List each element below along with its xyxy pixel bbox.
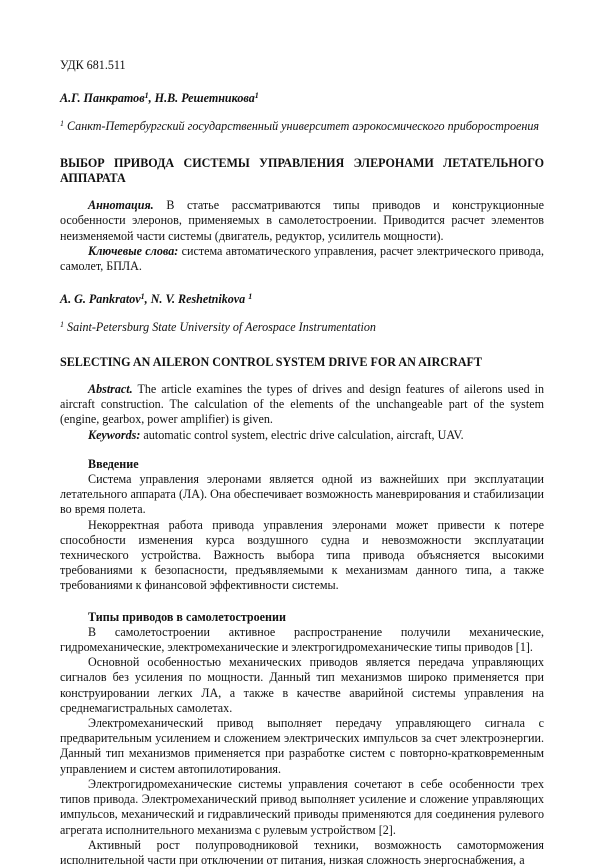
drives-paragraph-2: Основной особенностью механических приводов является передача управляющих сигналов без усиления по мощности. Данный тип механизмов широко применяется при конструировании легких ЛА, а также в качестве аварийной системы управления на среднемагистральных самолетах. <box>60 655 544 715</box>
en-affiliation-sup: 1 <box>60 319 64 329</box>
ru-title: ВЫБОР ПРИВОДА СИСТЕМЫ УПРАВЛЕНИЯ ЭЛЕРОНАМИ ЛЕТАТЕЛЬНОГО АППАРАТА <box>60 155 544 185</box>
en-abstract-label: Abstract. <box>88 382 133 397</box>
intro-heading: Введение <box>88 456 139 471</box>
en-authors: A. G. Pankratov$^1$, N. V. Reshetnikova $^1$ <box>60 292 253 307</box>
ru-abstract-label: Аннотация. <box>88 198 154 213</box>
ru-affiliation-text: Санкт-Петербургский государственный университет аэрокосмического приборостроения <box>67 118 540 133</box>
en-keywords-label: Keywords: <box>88 427 141 442</box>
ru-author-1: А.Г. Панкратов <box>60 91 145 106</box>
en-abstract <box>60 382 544 428</box>
drives-paragraph-4: Электрогидромеханические системы управления сочетают в себе особенности трех типов привода. Электромеханический привод выполняет усиление и сложение управляющих импульсов, механический и гидравлический приводы применяются для соединения рулевого агрегата исполнительного механизма с рулевым устройством [2]. <box>60 776 544 837</box>
en-keywords <box>60 428 544 443</box>
en-author-2-sup: 1 <box>248 292 253 302</box>
ru-keywords-label: Ключевые слова: <box>88 243 179 258</box>
drives-heading: Типы приводов в самолетостроении <box>88 609 286 624</box>
ru-abstract-text: В статье рассматриваются типы приводов и конструкционные особенности элеронов, применяемых в самолетостроении. Приводится расчет элементов неизменяемой части системы (двигатель, редуктор, усилитель мощности). <box>60 198 544 243</box>
drives-paragraph-5: Активный рост полупроводниковой техники, возможность самоторможения исполнительной части при отключении от питания, низкая сложность энергоснабжения, а <box>60 837 544 867</box>
ru-keywords <box>60 244 544 274</box>
en-author-2: N. V. Reshetnikova <box>150 292 246 307</box>
drives-paragraph-3: Электромеханический привод выполняет передачу управляющего сигнала с предварительным усилением и сложением электрических импульсов за счет электроэнергии. Данный тип механизмов применяется при разработке систем с повторно-кратковременным управлением и систем автопилотирования. <box>60 716 544 776</box>
ru-abstract <box>60 198 544 244</box>
en-author-1: A. G. Pankratov <box>60 292 141 307</box>
ru-keywords-text: система автоматического управления, расчет электрического привода, самолет, БПЛА. <box>60 243 544 274</box>
ru-author-2-sup: 1 <box>254 91 259 101</box>
drives-paragraph-1: В самолетостроении активное распространение получили механические, гидромеханические, электромеханические и электрогидромеханические типы приводов [1]. <box>60 624 544 655</box>
en-affiliation-text: Saint-Petersburg State University of Aerospace Instrumentation <box>67 319 376 334</box>
intro-paragraph-1: Система управления элеронами является одной из важнейших при эксплуатации летательного аппарата (ЛА). Она обеспечивает возможность маневрирования и стабилизации во время полета. <box>60 472 544 517</box>
ru-author-2: Н.В. Решетникова <box>154 91 255 106</box>
en-keywords-text: automatic control system, electric drive calculation, aircraft, UAV. <box>140 427 464 442</box>
en-title: SELECTING AN AILERON CONTROL SYSTEM DRIVE FOR AN AIRCRAFT <box>60 354 483 369</box>
intro-paragraph-2: Некорректная работа привода управления элеронами может привести к потере способности изменения курса воздушного судна и невозможности эксплуатации технического устройства. Важность выбора типа привода объясняется высокими требованиями к безопасности, предъявляемыми к механизмам данного типа, а также требованиями к финансовой эффективности системы. <box>60 517 544 593</box>
en-abstract-text: The article examines the types of drives and design features of ailerons used in aircraft construction. The calculation of the elements of the unchangeable part of the system (engine, gearbox, power amplifier) is given. <box>60 382 544 427</box>
ru-authors: А.Г. Панкратов$^1$, Н.В. Решетникова$^1$ <box>60 91 259 106</box>
en-author-1-sup: 1 <box>140 292 145 302</box>
ru-affiliation <box>60 119 544 134</box>
ru-author-1-sup: 1 <box>144 91 149 101</box>
udk-code: УДК 681.511 <box>60 58 126 72</box>
en-affiliation <box>60 320 544 335</box>
ru-affiliation-sup: 1 <box>60 118 64 128</box>
